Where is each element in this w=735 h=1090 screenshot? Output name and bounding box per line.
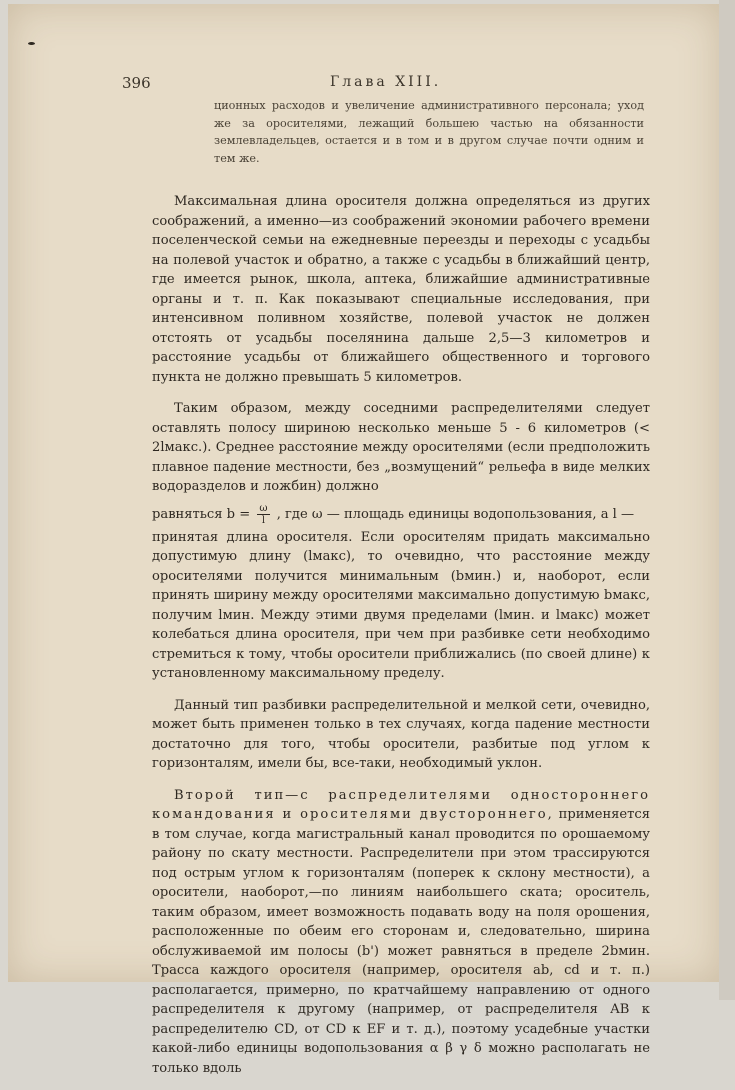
- paragraph-network-type: Данный тип разбивки распределительной и мелкой сети, очевидно, может быть применен только в тех случаях, когда падение местности достаточно для того, чтобы оросители, разбитые под углом к горизонталям, имели бы, все-таки, необходимый уклон.: [152, 697, 650, 771]
- paragraph-second-type: [152, 786, 650, 1079]
- paragraph-max-length: Максимальная длина оросителя должна определяться из других соображений, а именно—из соображений экономии рабочего времени поселенческой семьи на ежедневные переезды и переходы с усадьбы на полевой участок и обратно, а также с усадьбы в ближайший центр, где имеется рынок, школа, аптека, ближайшие административные органы и т. п. Как показывают специальные исследования, при интенсивном поливном хозяйстве, полевой участок не должен отстоять от усадьбы поселянина дальше 2,5—3 километров и расстояние усадьбы от ближайшего общественного и торгового пункта не должно превышать 5 километров.: [152, 194, 650, 385]
- formula-fraction: [257, 503, 269, 526]
- paragraph-distributors: [152, 399, 650, 497]
- ink-mark: [28, 42, 35, 45]
- formula-prefix: равняться b =: [152, 506, 251, 522]
- page-number: 396: [122, 74, 151, 92]
- paragraph-irrigator-length: принятая длина оросителя. Если оросителям придать максимально допустимую длину (lмакс), то очевидно, что расстояние между оросителями получится минимальным (bмин.) и, наоборот, если принять ширину между оросителями максимально допустимую bмакс, получим lмин. Между этими двумя пределами (lмин. и lмакс) может колебаться длина оросителя, при чем при разбивке сети необходимо стремиться к тому, чтобы оросители приближались (по своей длине) к установленному максимальному пределу.: [152, 529, 650, 681]
- formula-numerator: ω: [259, 502, 268, 514]
- formula-line: [152, 503, 650, 526]
- chapter-title: Глава XIII.: [330, 74, 442, 90]
- second-type-text: применяется в том случае, когда магистральный канал проводится по орошаемому району по скату местности. Распределители при этом трассируются под острым углом к горизонталям (поперек к склону местности), а оросители, наоборот,—по линиям наибольшего ската; ороситель, таким образом, имеет возможность подавать воду на поля орошения, расположенные по обеим его сторонам и, следовательно, ширина обслуживаемой им полосы (b') может равняться в пределе 2bмин. Трасса каждого оросителя (например, оросителя ab, cd и т. п.) располагается, примерно, по кратчайшему направлению от одного распределителя к другому (например, от распределителя AB к распределителю CD, от CD к EF и т. д.), поэтому усадебные участки какой-либо единицы водопользования α β γ δ можно располагать не только вдоль: [152, 807, 651, 1076]
- page-header: [8, 74, 720, 94]
- second-type-lead: Второй тип—с распределителями одностороннего командования и оросителями двустороннего,: [152, 787, 650, 822]
- scanned-page: [8, 4, 720, 1076]
- footnote-continuation: ционных расходов и увеличение административного персонала; уход же за оросителями, лежащий большею частью на обязанности землевладельцев, остается и в том и в другом случае почти одним и тем же.: [214, 99, 644, 165]
- paragraph-distributors-text: Таким образом, между соседними распределителями следует оставлять полосу шириною несколько меньше 5 - 6 километров (< 2lмакс.). Среднее расстояние между оросителями (если предположить плавное падение местности, без „возмущений“ рельефа в виде мелких водоразделов и ложбин) должно: [152, 401, 650, 494]
- body-text: [152, 192, 650, 1090]
- page-edge: [719, 0, 735, 1000]
- formula-suffix: , где ω — площадь единицы водопользования, а l —: [276, 506, 635, 522]
- formula-denominator: l: [261, 514, 266, 526]
